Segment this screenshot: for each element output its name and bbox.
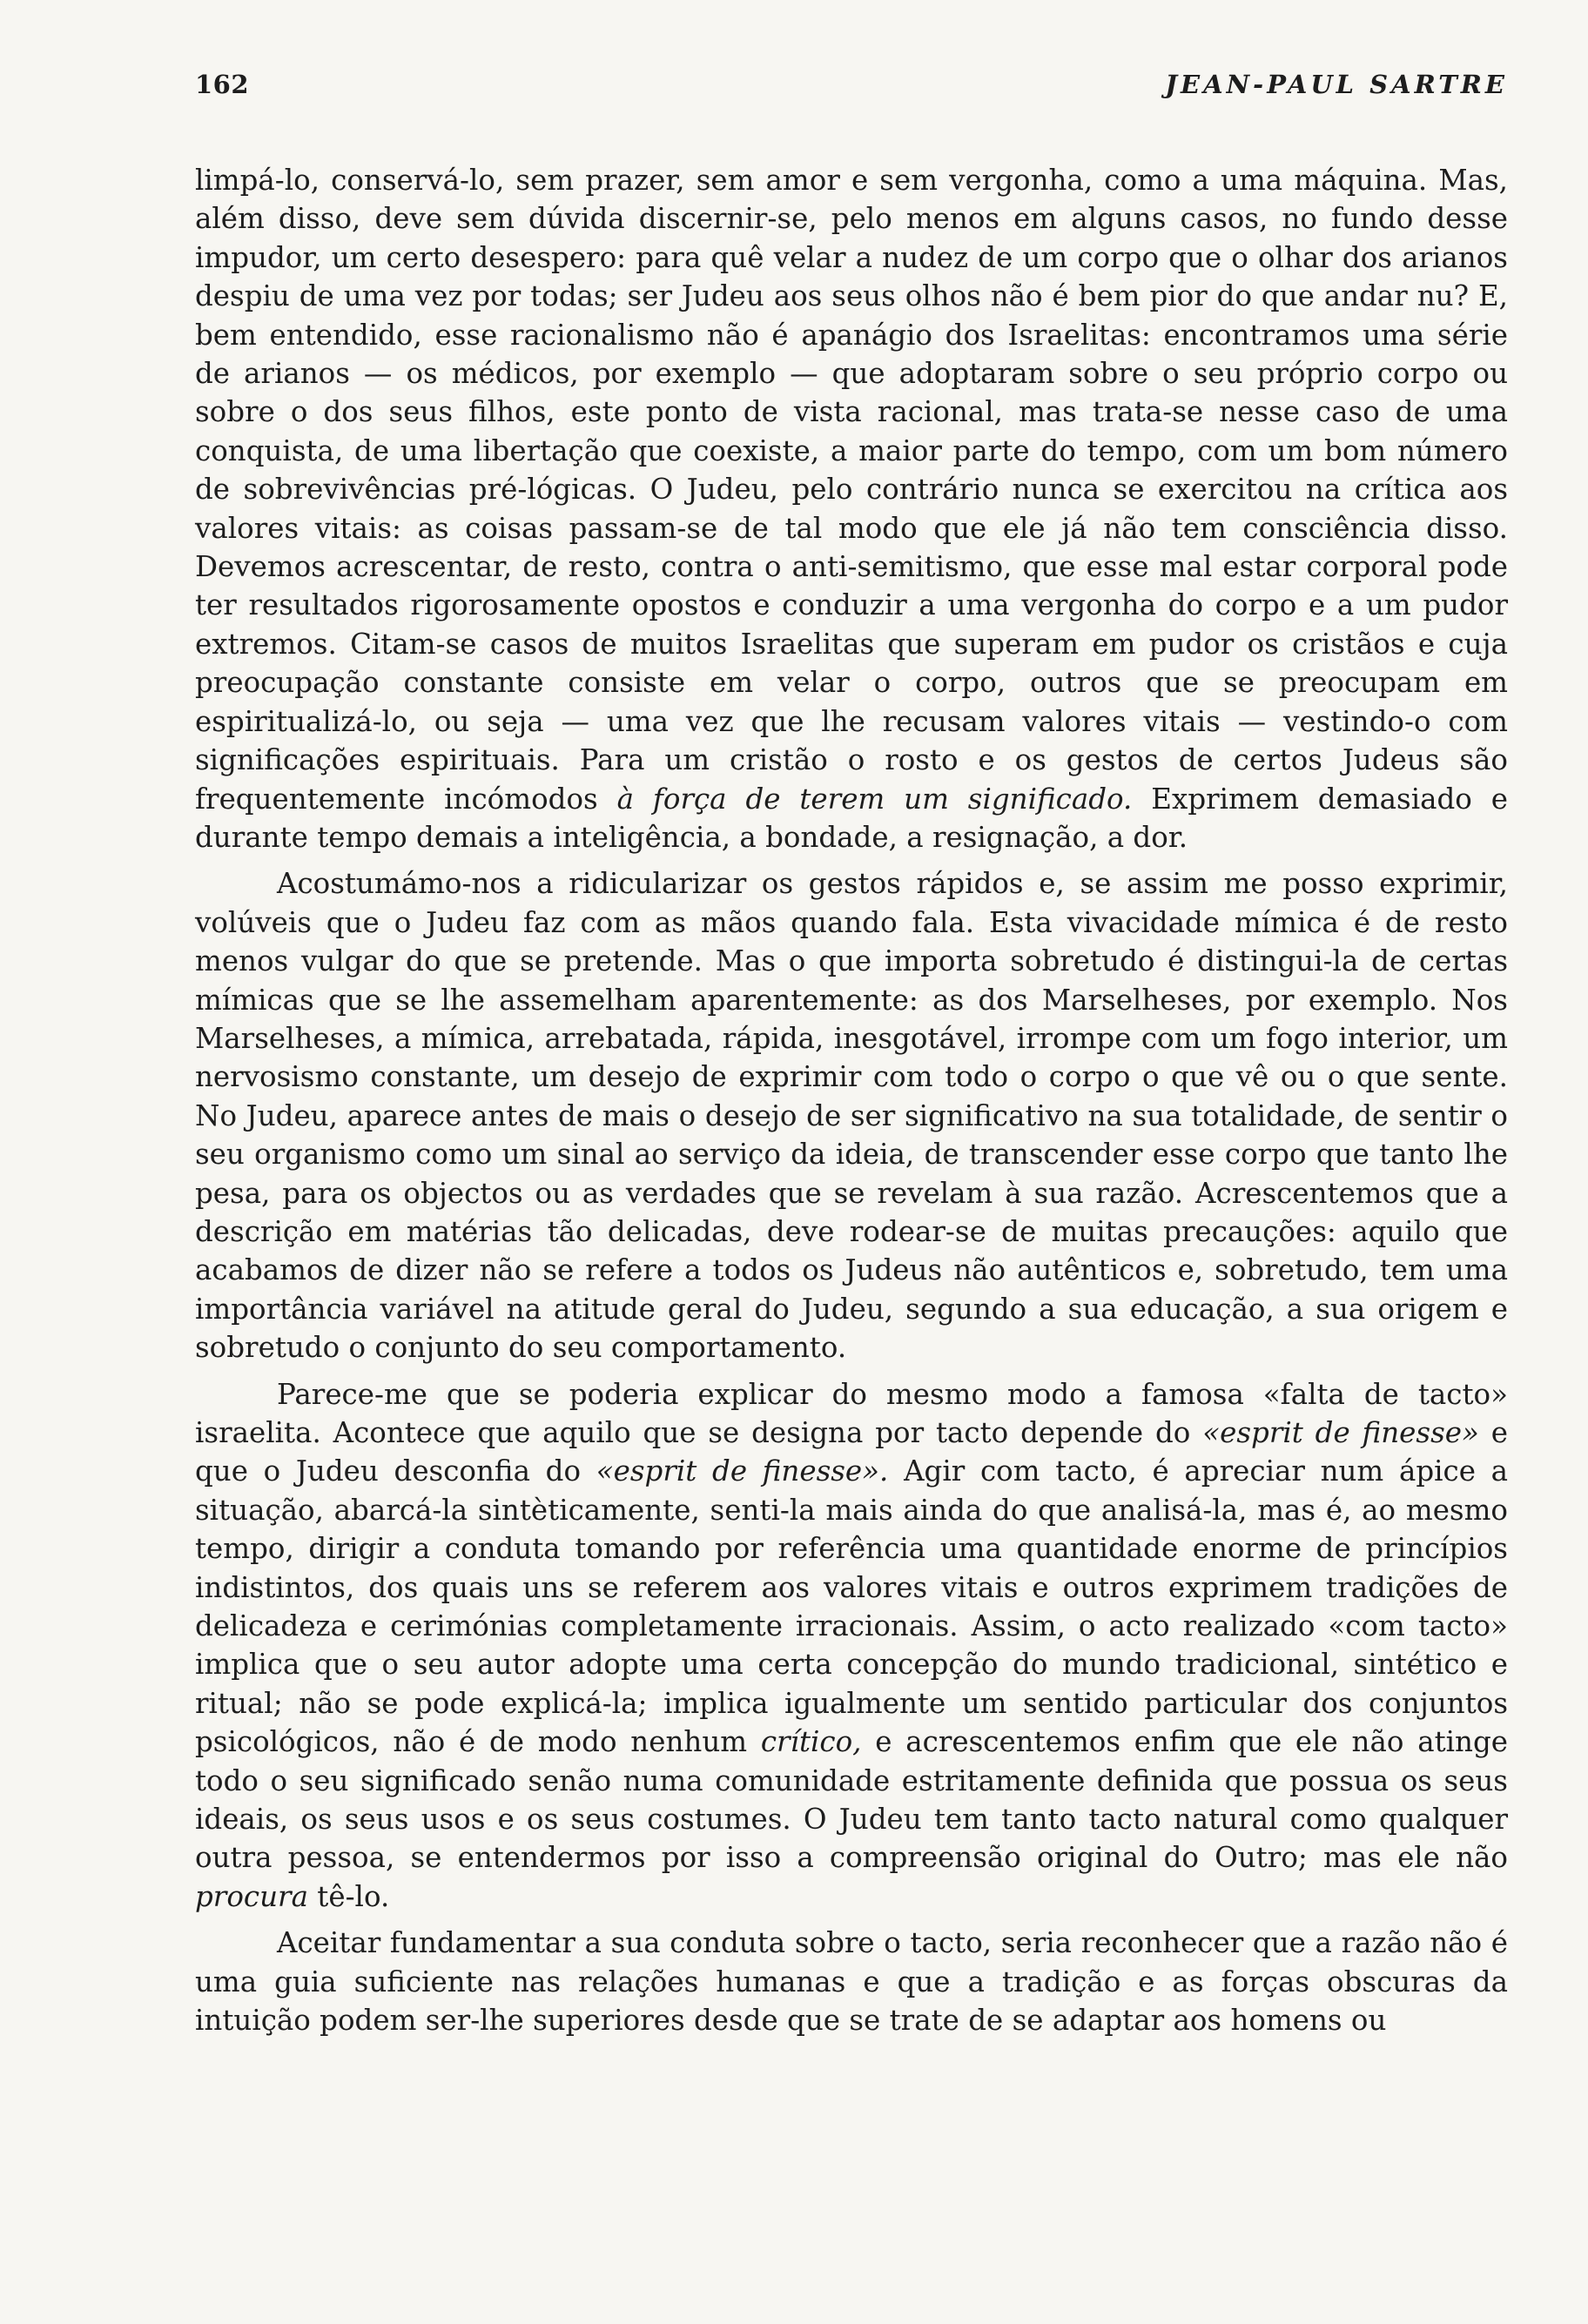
italic-phrase: à força de terem um significado.	[616, 782, 1133, 816]
paragraph-1: limpá-lo, conservá-lo, sem prazer, sem amor e sem vergonha, como a uma máquina. Mas, além disso, deve sem dúvida discernir-se, pelo menos em alguns casos, no fundo desse impudor, um certo desespero: para quê velar a nudez de um corpo que o olhar dos arianos despiu de uma vez por todas; ser Judeu aos seus olhos não é bem pior do que andar nu? E, bem entendido, esse racionalismo não é apanágio dos Israelitas: encontramos uma série de arianos — os médicos, por exemplo — que adoptaram sobre o seu próprio corpo ou sobre o dos seus filhos, este ponto de vista racional, mas trata-se nesse caso de uma conquista, de uma libertação que coexiste, a maior parte do tempo, com um bom número de sobrevivências pré-lógicas. O Judeu, pelo contrário nunca se exercitou na crítica aos valores vitais: as coisas passam-se de tal modo que ele já não tem consciência disso. Devemos acrescentar, de resto, contra o anti-semitismo, que esse mal estar corporal pode ter resultados rigorosamente opostos e conduzir a uma vergonha do corpo e a um pudor extremos. Citam-se casos de muitos Israelitas que superam em pudor os cristãos e cuja preocupação constante consiste em velar o corpo, outros que se preocupam em espiritualizá-lo, ou seja — uma vez que lhe recusam valores vitais — vestindo-o com significações espirituais. Para um cristão o rosto e os gestos de certos Judeus são frequentemente incómodos à força de terem um significado. Exprimem demasiado e durante tempo demais a inteligência, a bondade, a resignação, a dor.	[195, 164, 1508, 854]
italic-phrase: crítico,	[760, 1725, 862, 1759]
italic-phrase: «esprit de finesse».	[596, 1454, 889, 1488]
italic-phrase: «esprit de finesse»	[1202, 1416, 1479, 1449]
page-body	[195, 161, 1508, 2040]
running-head: JEAN-PAUL SARTRE	[1165, 70, 1508, 99]
paragraph-3: Parece-me que se poderia explicar do mesmo modo a famosa «falta de tacto» israelita. Acontece que aquilo que se designa por tacto depende do «esprit de finesse» e que o Judeu desconfia do «esprit de finesse». Agir com tacto, é apreciar num ápice a situação, abarcá-la sintèticamente, senti-la mais ainda do que analisá-la, mas é, ao mesmo tempo, dirigir a conduta tomando por referência uma quantidade enorme de princípios indistintos, dos quais uns se referem aos valores vitais e outros exprimem tradições de delicadeza e cerimónias completamente irracionais. Assim, o acto realizado «com tacto» implica que o seu autor adopte uma certa concepção do mundo tradicional, sintético e ritual; não se pode explicá-la; implica igualmente um sentido particular dos conjuntos psicológicos, não é de modo nenhum crítico, e acrescentemos enfim que ele não atinge todo o seu significado senão numa comunidade estritamente definida que possua os seus ideais, os seus usos e os seus costumes. O Judeu tem tanto tacto natural como qualquer outra pessoa, se entendermos por isso a compreensão original do Outro; mas ele não procura tê-lo.	[195, 1377, 1509, 1913]
paragraph-4: Aceitar fundamentar a sua conduta sobre o tacto, seria reconhecer que a razão não é uma guia suficiente nas relações humanas e que a tradição e as forças obscuras da intuição podem ser-lhe superiores desde que se trate de se adaptar aos homens ou	[195, 1926, 1508, 2038]
paragraph-2: Acostumámo-nos a ridicularizar os gestos rápidos e, se assim me posso exprimir, volúveis que o Judeu faz com as mãos quando fala. Esta vivacidade mímica é de resto menos vulgar do que se pretende. Mas o que importa sobretudo é distingui-la de certas mímicas que se lhe assemelham aparentemente: as dos Marselheses, por exemplo. Nos Marselheses, a mímica, arrebatada, rápida, inesgotável, irrompe com um fogo interior, um nervosismo constante, um desejo de exprimir com todo o corpo o que vê ou o que sente. No Judeu, aparece antes de mais o desejo de ser significativo na sua totalidade, de sentir o seu organismo como um sinal ao serviço da ideia, de transcender esse corpo que tanto lhe pesa, para os objectos ou as verdades que se revelam à sua razão. Acrescentemos que a descrição em matérias tão delicadas, deve rodear-se de muitas precauções: aquilo que acabamos de dizer não se refere a todos os Judeus não autênticos e, sobretudo, tem uma importância variável na atitude geral do Judeu, segundo a sua educação, a sua origem e sobretudo o conjunto do seu comportamento.	[195, 867, 1508, 1365]
italic-phrase: procura	[195, 1879, 308, 1913]
page-header	[195, 70, 1508, 99]
page-number: 162	[195, 70, 250, 99]
